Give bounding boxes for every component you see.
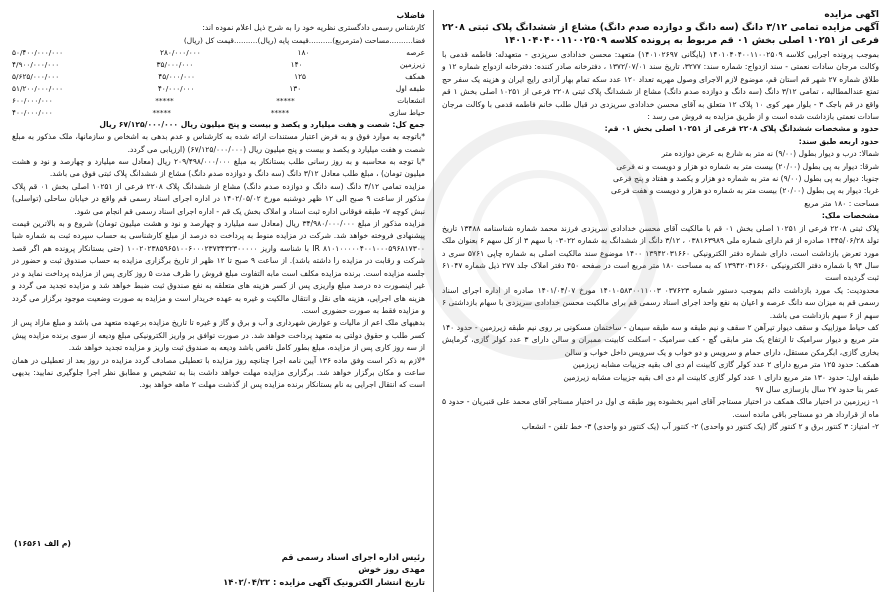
notice-code: (م الف ۱۶۵۶۱)	[14, 539, 71, 548]
table-cell-label: طبقه اول	[395, 83, 425, 93]
notice-headline: آگهی مزایده تمامی ۳/۱۲ دانگ (سه دانگ و دوازده صدم دانگ) مشاع از ششدانگ پلاک ثبتی ۲۲۰۸ فرعی از ۱۰۲۵۱ اصلی بخش ۰۱ قم مربوط به پرونده کلاسه ۱۴۰۱۰۴۰۴۰۰۱۱۰۰۲۵۰۹	[442, 22, 879, 46]
table-cell-total: ۶۰۰/۰۰۰/۰۰۰	[12, 95, 53, 105]
section-heading: فاضلاب	[396, 11, 425, 20]
table-cell-unit-price: ۳۵/۰۰۰/۰۰۰	[156, 59, 194, 69]
signatory-org: رئیس اداره اجرای اسناد رسمی قم	[281, 551, 425, 562]
table-row	[12, 47, 425, 59]
table-row	[12, 59, 425, 71]
notice-title: آگهی مزایده	[824, 10, 879, 20]
paragraph: محدودیت: یک مورد بازداشت دائم بموجب دستور شماره ۰۳۷۶۲۳ ۱۴۰۱۰۵۸۳۰۰۱۱۰۰۳ مورخ ۱۴۰۱/۰۴/۰۷ صادره از اداره اجرای اسناد رسمی قم به میزان سه دانگ عرصه و اعیان به نفع واحد اجرای اسناد رسمی قم برای مالکیت محسن خدادادی سریزدی با سهام بازداشتی ۶ سهم از ۶ سهم بازداشت می باشد.	[442, 285, 879, 320]
area: مساحت : ۱۸۰ متر مربع	[804, 198, 879, 208]
table-cell-label: انشعابات	[397, 95, 425, 105]
paragraph: همکف: حدود ۱۲۵ متر مربع دارای ۲ عدد کولر گازی کابینت ام دی اف بقیه جزییات مشابه زیرزمین	[572, 360, 879, 370]
table-cell-unit-price: ۴۵/۰۰۰/۰۰۰	[158, 71, 196, 81]
table-cell-area: ۱۸۰	[297, 47, 310, 57]
paragraph: ۱- زیرزمین در اختیار مالک همکف در اختیار مستاجر آقای امیر بخشوده پور طبقه ی اول در اختیار مستاجر آقای محمد علی قنبریان - حدود ۵ ماه از قرارداد هر دو مستاجر باقی مانده است.	[442, 397, 879, 419]
publish-date: تاریخ انتشار الکترونیک آگهی مزایده : ۱۴۰۲/۰۴/۲۲	[223, 576, 425, 587]
paragraph: پلاک ثبتی ۲۲۰۸ فرعی از ۱۰۲۵۱ اصلی بخش ۰۱ قم با مالکیت آقای محسن خدادادی سریزدی فرزند محمد شماره شناسنامه ۱۳۴۸۸ تاریخ تولد ۱۳۴۵/۰۶/۲۸ صادره از قم دارای شماره ملی ۰۳۸۱۶۳۹۸۹ ، ۳/۱۲ دانگ از ششدانگ به شماره ۰۳۰۲۲ با سهم ۳ از کل سهم ۶ بعنوان ملک مورد تعرض بازداشت است، دارای شماره دفتر الکترونیکی ۱۳۹۴۲۰۳۱۶۶۰ ۱۴۰۰ موضوع سند مالکیت اصلی به شماره چاپی ۵۷۶۱ سری د سال ۹۴ با شماره دفتر الکترونیکی ۱۳۹۴۲۰۳۱۶۶۰ که به مساحت ۱۸۰ متر مربع است در صفحه ۴۵۰ دفتر املاک جلد ۲۷۷ ذیل شماره ۶۱۰۴۷ ثبت گردیده است	[442, 223, 880, 283]
boundary-north: شمالا: درب و دیوار بطول (۹/۰۰) نه متر به شارع به عرض دوازده متر	[661, 149, 879, 159]
table-cell-unit-price: *****	[152, 107, 171, 117]
table-cell-total: ۵۰/۴۰۰/۰۰۰/۰۰۰	[12, 47, 64, 57]
auction-notice-column	[433, 10, 885, 592]
paragraph: عمر بنا حدود ۲۷ سال بازسازی سال ۹۷	[755, 384, 879, 394]
table-cell-unit-price: ۴۰/۰۰۰/۰۰۰	[157, 83, 195, 93]
paragraph: *با توجه به محاسبه و به روز رسانی طلب بستانکار به مبلغ ۲۰۹/۴۹۸/۰۰۰/۰۰۰ ریال (معادل سه میلیارد و چهارصد و نود و هشت میلیون تومان) ، مبلغ طلب معادل ۳/۱۲ دانگ (سه دانگ و دوازده صدم دانگ) مشاع از ششدانگ پلاک ثبتی فوق می باشد.	[12, 157, 425, 179]
paragraph: بدهیهای ملک اعم از مالیات و عوارض شهرداری و آب و برق و گاز و غیره تا تاریخ مزایده برعهده متعهد می باشد و مبلغ مازاد پس از کسر طلب و حقوق دولتی به متعهد پرداخت خواهد شد. در صورت توافق بر واریز الکترونیکی مبلغ ودیعه از سوی برنده مزایده پیش از سه روز کاری پس از مزایده، مبلغ بطور کامل ناقص باشد ودیعه به صندوق ثبت واریز و مزایده تجدید خواهد شد.	[12, 318, 425, 353]
table-cell-area: *****	[270, 107, 290, 117]
signatory-name: مهدی روز خوش	[358, 564, 425, 574]
paragraph: کف حیاط موزاییک و سقف دیوار تیرآهن ۲ سقف و نیم طبقه و سه طبقه سیمان - ساختمان مسکونی بر روی نیم طبقه زیرزمین - حدود ۱۴۰ متر مربع و دیوار سرامیک تا ارتفاع یک متر مابقی گچ - کف سرامیک - اسکلت کابینت ممبران و سالن دارای ۳ عدد کولر گازی، گرمایش بخاری گازی، ابگرمکن مستقل، دارای حمام و سرویس و دو خواب و یک سرویس داخل خواب و سالن	[442, 322, 879, 357]
paragraph: حدود اربعه طبق سند:	[798, 136, 879, 146]
table-row	[12, 107, 425, 119]
boundary-east: شرقا: دیوار به پی بطول (۲۰/۰۰) بیست متر به شماره دو هزار و دویست و نه فرعی	[616, 161, 879, 171]
table-cell-total: ۴/۹۰۰/۰۰۰/۰۰۰	[12, 59, 60, 69]
paragraph: ۲- امتیاز: ۳ کنتور برق و ۲ کنتور گاز (یک کنتور دو واحدی) ۲- کنتور آب (یک کنتور دو واحدی) ۳- خط تلفن - انشعاب	[521, 422, 879, 432]
paragraph: حدود و مشخصات ششدانگ پلاک ۲۲۰۸ فرعی از ۱۰۲۵۱ اصلی بخش ۰۱ قم:	[604, 124, 879, 134]
table-header: فضا..........مساحت (مترمربع)..........قیمت پایه (ریال)..........قیمت کل (ریال)	[183, 35, 425, 45]
paragraph: بموجب پرونده اجرایی کلاسه ۱۴۰۱۰۴۰۴۰۰۱۱۰۰۲۵۰۹ (بایگانی ۱۴۰۱۰۲۶۹۷) متعهد: محسن خدادادی سریزدی - متعهدله: فاطمه قدمی با وکالت مرجان سادات نعمتی - سند ازدواج: شماره سند: ۳۲۷۷، تاریخ سند ۱۳۷۲/۰۷/۰۱ ، دفترخانه صادر کننده: دفترخانه ازدواج شماره ۱۲ و طلاق شماره ۲۷ شهر قم استان قم، موضوع لازم الاجرای وصول مهریه تعداد ۱۲۰ عدد سکه تمام بهار آزادی رایج ایران و هزینه یک سفر حج تمتع عندالمطالبه ، تمامی ۳/۱۲ دانگ (سه دانگ و دوازده صدم دانگ) مشاع از ششدانگ پلاک ثبتی ۲۲۰۸ فرعی از ۱۰۲۵۱ اصلی بخش ۱ قم واقع در قم باجک ۳ - بلوار مهر کوی ۱۰ پلاک ۱۲ متعلق به آقای محسن خدادادی سریزدی در قبال طلب خانم فاطمه قدمی با وکالت مرجان سادات نعمتی بازداشت شده است و از طریق مزایده به فروش می رسد :	[442, 50, 880, 122]
table-cell-label: عرصه	[406, 47, 425, 57]
paragraph: مزایده مذکور از مبلغ ۳۴/۹۸۰/۰۰۰/۰۰۰ ریال (معادل سه میلیارد و چهارصد و نود و هشت میلیون تومان) شروع و به بالاترین قیمت پیشنهادی فروخته خواهد شد. شرکت در مزایده منوط به پرداخت ده درصد از مبلغ کارشناسی به حساب سپرده ثبت به شماره شبا IR ۸۱۰۱۰۰۰۰۰۴۰۰۱۰۰۰۵۹۶۸۱۷۳۰۰ با شناسه واریز ۱۰۰۲۰۲۳۸۵۹۶۵۱۰۰۶۰۰۰۲۳۷۳۴۳۲۳۰۰۰۰۰ (حتی بستانکار پرونده هم اگر قصد شرکت و رقابت در مزایده را داشته باشد). از ساعت ۹ صبح تا ۱۲ ظهر از تاریخ برگزاری مزایده به حساب صندوق ثبت و حضور در جلسه مزایده است. برنده مزایده مکلف است مابه التفاوت مبلغ فروش را ظرف مدت ۵ روز کاری پس از مزایده پرداخت نماید و در غیر اینصورت ده درصد مبلغ واریزی پس از کسر هزینه های متعلقه به نفع صندوق ثبت ضبط خواهد شد و مزایده تجدید می گردد و هزینه های اجرایی، هزینه های نقل و انتقال مالکیت و غیره به عهده خریدار است و مزایده به صورت وضعیت موجود برگزار می گردد و مزایده فقط به صورت حضوری است.	[12, 219, 426, 315]
table-cell-area: ۱۲۵	[294, 71, 307, 81]
boundary-west: غربا: دیوار به پی بطول (۲۰/۰۰) بیست متر به شماره دو هزار و دویست و هفت فرعی	[611, 186, 879, 196]
table-body	[12, 47, 425, 119]
table-row	[12, 83, 425, 95]
table-row	[12, 95, 425, 107]
boundary-south: جنوبا: دیوار به پی بطول (۹/۰۰) نه متر به شماره دو هزار و یکصد و هفتاد و پنج فرعی	[612, 174, 879, 184]
table-cell-label: همکف	[405, 71, 425, 81]
appraisal-column	[8, 10, 433, 592]
paragraph: مشخصات ملک:	[821, 211, 879, 221]
appraisal-intro: کارشناس رسمی دادگستری نظریه خود را به شرح ذیل اعلام نموده اند:	[202, 23, 425, 33]
table-cell-unit-price: *****	[155, 95, 174, 105]
table-cell-total: ۴۰۰/۰۰۰/۰۰۰	[12, 107, 53, 117]
paragraph: *لازم به ذکر است وفق ماده ۱۳۶ آیین نامه اجرا چنانچه روز مزایده با تعطیلی مصادف گردد مزایده در روز بعد از تعطیلی در همان ساعت و مکان برگزار خواهد شد. برگزاری مزایده مهلت خواهد داشت بنا به تشخیص و مطابق نظر اجرا جلوگیری نمایید: بدیهی است که انتقال اجرایی به نام بستانکار برنده مزایده پس از گذشت مهلت ۲ ماهه خواهد بود.	[12, 355, 425, 390]
table-cell-area: ۱۴۰	[290, 59, 303, 69]
appraisal-table	[12, 35, 425, 119]
table-cell-total: ۵/۶۲۵/۰۰۰/۰۰۰	[12, 71, 60, 81]
table-cell-label: حیاط سازی	[388, 107, 425, 117]
paragraph: *باتوجه به موارد فوق و به فرض اعتبار مستندات ارائه شده به کارشناس و عدم بدهی به اشخاص و سازمانها، ملک مذکور به مبلغ شصت و هفت میلیارد و یکصد و بیست و پنج میلیون ریال (۶۷/۱۲۵/۰۰۰/۰۰۰) (ارزیابی می گردد.	[12, 132, 425, 154]
paragraph: طبقه اول: حدود ۱۳۰ متر مربع دارای ۱ عدد کولر گازی کابینت ام دی اف بقیه جزییات مشابه زیرزمین	[563, 372, 879, 382]
notice-footer	[14, 538, 425, 588]
table-cell-total: ۵۱/۲۰۰/۰۰۰/۰۰۰	[12, 83, 64, 93]
paragraph: جمع کل: شصت و هفت میلیارد و یکصد و بیست و پنج میلیون ریال ۶۷/۱۲۵/۰۰۰/۰۰۰ ریال	[99, 119, 425, 129]
table-cell-unit-price: ۲۸۰/۰۰۰/۰۰۰	[159, 47, 201, 57]
columns	[8, 10, 885, 592]
table-row	[12, 71, 425, 83]
table-cell-area: *****	[276, 95, 295, 105]
table-cell-area: ۱۳۰	[289, 83, 302, 93]
paragraph: مزایده تمامی ۳/۱۲ دانگ (سه دانگ و دوازده صدم دانگ) مشاع از ششدانگ پلاک ۲۲۰۸ فرعی از ۱۰۲۵۱ اصلی بخش ۰۱ قم پلاک مذکور از ساعت ۹ صبح الی ۱۲ ظهر دوشنبه مورخ ۱۴۰۲/۰۵/۰۲ در اداره اجرای اسناد رسمی قم واقع در خیابان ساحلی (تواسلی) نبش کوچه ۷- طبقه فوقانی اداره ثبت اسناد و املاک بخش یک قم - اداره اجرای اسناد رسمی قم انجام می شود.	[12, 181, 426, 216]
table-cell-label: زیرزمین	[399, 59, 425, 69]
